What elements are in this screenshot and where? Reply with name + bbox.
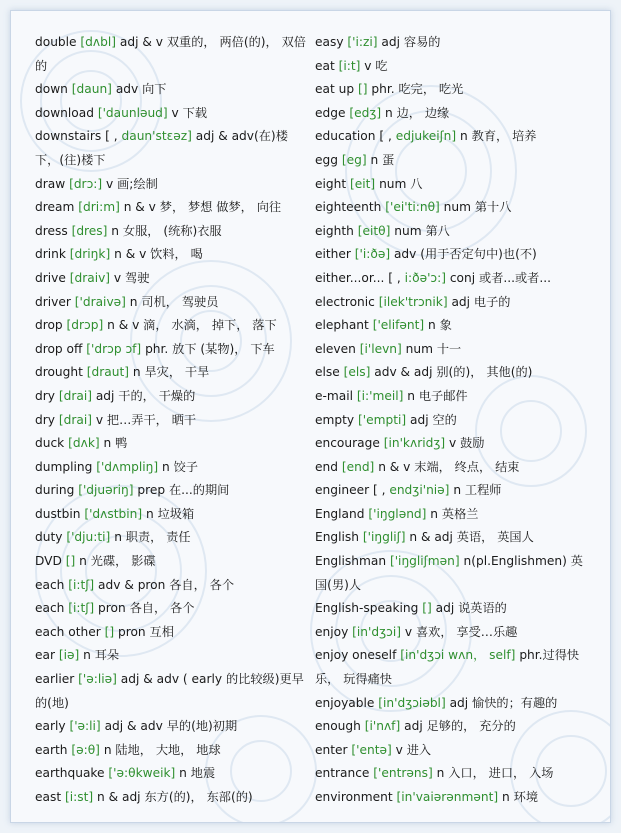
entry-phonetic: [i'nʌf] [364, 719, 401, 734]
entry-word: eleven [315, 341, 356, 356]
entry-word: dress [35, 223, 68, 238]
entry-definition: adj & adv ( early 的比较级)更早的(地) [35, 672, 304, 710]
entry-phonetic: [i'levn] [359, 341, 402, 356]
entry-definition: n(pl.Englishmen) 英国(男)人 [315, 554, 583, 592]
word-entry [315, 125, 591, 149]
entry-word: empty [315, 412, 355, 427]
word-entry [35, 291, 311, 315]
entry-definition: n 边， 边缘 [385, 105, 450, 120]
entry-phonetic: ['ə:li] [69, 719, 101, 734]
right-word-column [315, 31, 591, 810]
entry-phonetic: [dʌbl] [80, 35, 117, 49]
entry-word: download [35, 105, 94, 120]
entry-phonetic: ['ə:θkweik] [108, 766, 176, 781]
entry-definition: n 环境 [502, 790, 539, 804]
entry-word: downstairs [ , [35, 129, 118, 144]
entry-word: dream [35, 200, 75, 215]
entry-word: DVD [35, 554, 62, 569]
entry-phonetic: ['iŋgliʃ] [362, 530, 406, 545]
entry-phonetic: [iə] [58, 648, 80, 663]
word-entry [35, 503, 311, 527]
word-entry [315, 432, 591, 456]
word-entry [35, 243, 311, 267]
word-entry [315, 291, 591, 315]
word-entry [315, 479, 591, 503]
word-entry [35, 78, 311, 102]
entry-phonetic: [edʒ] [349, 105, 382, 120]
entry-word: dry [35, 388, 55, 403]
entry-definition: n 象 [428, 318, 452, 333]
entry-phonetic: ['daunləud] [97, 105, 168, 120]
word-entry [315, 409, 591, 433]
entry-phonetic: [i:tʃ] [68, 601, 95, 616]
entry-phonetic: [in'dʒɔi] [352, 624, 401, 639]
entry-definition: n 工程师 [453, 483, 502, 498]
entry-definition: adj & adv 早的(地)初期 [104, 719, 238, 734]
entry-word: double [35, 35, 77, 49]
entry-word: entrance [315, 766, 370, 781]
entry-word: eighth [315, 223, 354, 238]
entry-definition: adv & adj 别(的)， 其他(的) [374, 365, 533, 380]
entry-definition: v 画;绘制 [106, 176, 158, 191]
word-entry [35, 479, 311, 503]
entry-definition: v 鼓励 [449, 436, 485, 451]
entry-definition: n & v 末端， 终点， 结束 [378, 459, 520, 474]
entry-phonetic: [] [104, 624, 115, 639]
entry-phonetic: ['djuəriŋ] [78, 483, 134, 498]
word-entry [35, 786, 311, 810]
word-entry [35, 550, 311, 574]
entry-word: each [35, 577, 65, 592]
entry-phonetic: ['dju:ti] [66, 530, 111, 545]
entry-word: driver [35, 294, 71, 309]
entry-definition: n 蛋 [370, 152, 395, 167]
word-entry [315, 550, 591, 597]
entry-definition: num 第十八 [443, 200, 512, 215]
word-entry [315, 786, 591, 810]
entry-definition: pron 互相 [118, 624, 174, 639]
entry-word: each other [35, 624, 101, 639]
entry-word: English [315, 530, 360, 545]
entry-word: end [315, 459, 338, 474]
entry-word: drop off [35, 341, 83, 356]
entry-definition: n & v 滴， 水滴， 掉下， 落下 [107, 318, 277, 333]
entry-word: electronic [315, 294, 375, 309]
word-entry [35, 125, 311, 172]
entry-word: enough [315, 719, 361, 734]
entry-phonetic: daun'stɛəz] [121, 129, 192, 144]
word-entry [35, 267, 311, 291]
word-entry [315, 78, 591, 102]
entry-phonetic: [i:tʃ] [68, 577, 95, 592]
entry-word: egg [315, 152, 338, 167]
entry-phonetic: ['ə:liə] [78, 672, 117, 687]
entry-phonetic: [] [65, 554, 76, 569]
word-entry [315, 597, 591, 621]
entry-word: England [315, 506, 365, 521]
entry-phonetic: [drɔ:] [69, 176, 103, 191]
word-entry [315, 267, 591, 291]
entry-word: duty [35, 530, 63, 545]
entry-phonetic: [ə:θ] [71, 742, 100, 757]
entry-definition: adj 空的 [410, 412, 457, 427]
entry-definition: num 八 [379, 176, 423, 191]
entry-phonetic: ['iŋglənd] [368, 506, 427, 521]
entry-word: either...or... [ , [315, 270, 401, 285]
word-entry [315, 644, 591, 691]
word-entry [35, 385, 311, 409]
entry-word: else [315, 365, 340, 380]
entry-word: encourage [315, 436, 380, 451]
entry-definition: n 司机， 驾驶员 [129, 294, 219, 309]
entry-definition: n 入口， 进口， 入场 [436, 766, 554, 781]
entry-definition: adj 电子的 [451, 294, 511, 309]
entry-word: earlier [35, 672, 75, 687]
left-word-column [35, 31, 311, 810]
entry-word: English-speaking [315, 601, 419, 616]
word-entry [35, 102, 311, 126]
word-entry [35, 668, 311, 715]
word-entry [315, 526, 591, 550]
entry-word: drink [35, 247, 66, 262]
word-entry [35, 338, 311, 362]
word-entry [315, 621, 591, 645]
entry-definition: n & adj 英语， 英国人 [409, 530, 534, 545]
entry-word: duck [35, 436, 65, 451]
word-entry [35, 526, 311, 550]
word-entry [315, 102, 591, 126]
entry-word: easy [315, 35, 344, 49]
word-entry [315, 220, 591, 244]
entry-definition: adv (用于否定句中)也(不) [393, 247, 537, 262]
entry-phonetic: ['entə] [351, 742, 392, 757]
entry-phonetic: [drai] [58, 412, 92, 427]
entry-definition: v 进入 [395, 742, 432, 757]
word-entry [35, 314, 311, 338]
entry-definition: n 旱灾， 干旱 [132, 365, 210, 380]
entry-definition: adj & adv(在)楼下，(往)楼下 [35, 129, 288, 167]
word-entry [315, 762, 591, 786]
entry-definition: v 驾驶 [113, 270, 150, 285]
word-entry [315, 196, 591, 220]
word-entry [315, 503, 591, 527]
entry-word: earthquake [35, 766, 105, 781]
entry-definition: pron 各自， 各个 [98, 601, 195, 616]
entry-phonetic: ['i:zi] [347, 35, 378, 49]
entry-phonetic: i:ðə'ɔ:] [404, 270, 446, 285]
entry-word: edge [315, 105, 346, 120]
entry-phonetic: [drɔp] [66, 318, 104, 333]
word-entry [315, 361, 591, 385]
entry-definition: adj & v 双重的， 两倍(的)， 双倍的 [35, 35, 306, 73]
entry-definition: n 女服， (统称)衣服 [111, 223, 222, 238]
word-entry [315, 338, 591, 362]
entry-word: eat up [315, 82, 355, 97]
entry-definition: n 职责， 责任 [114, 530, 191, 545]
entry-phonetic: [] [357, 82, 368, 97]
entry-phonetic: ['dʌstbin] [84, 506, 143, 521]
entry-phonetic: ['entrəns] [373, 766, 433, 781]
entry-definition: n 教育， 培养 [460, 129, 537, 144]
entry-phonetic: ['dʌmpliŋ] [96, 459, 159, 474]
entry-word: eat [315, 58, 335, 73]
entry-phonetic: [dri:m] [78, 200, 120, 215]
entry-word: either [315, 247, 351, 262]
entry-definition: adj 愉快的；有趣的 [449, 695, 558, 710]
vocabulary-page [10, 10, 611, 823]
entry-phonetic: [in'kʌridʒ] [383, 436, 446, 451]
entry-phonetic: [i:t] [338, 58, 361, 73]
entry-definition: n 鸭 [103, 436, 128, 451]
entry-definition: adv & pron 各自， 各个 [98, 577, 235, 592]
word-entry [315, 314, 591, 338]
word-entry [315, 55, 591, 79]
entry-definition: n 地震 [179, 766, 216, 781]
entry-definition: prep 在...的期间 [137, 483, 230, 498]
entry-definition: n 耳朵 [83, 648, 120, 663]
entry-word: eight [315, 176, 347, 191]
entry-phonetic: [in'dʒɔiəbl] [378, 695, 446, 710]
entry-word: during [35, 483, 75, 498]
entry-phonetic: ['i:ðə] [354, 247, 391, 262]
entry-phonetic: [i:st] [64, 790, 94, 804]
entry-word: ear [35, 648, 55, 663]
word-entry [35, 715, 311, 739]
entry-definition: phr. 放下 (某物)， 下车 [145, 341, 275, 356]
entry-phonetic: ['empti] [357, 412, 407, 427]
entry-phonetic: ['elifənt] [372, 318, 425, 333]
word-entry [35, 361, 311, 385]
entry-definition: n 饺子 [161, 459, 198, 474]
word-entry [35, 597, 311, 621]
entry-definition: v 下载 [171, 105, 208, 120]
entry-word: early [35, 719, 66, 734]
entry-definition: n & adj 东方(的)， 东部(的) [97, 790, 253, 804]
entry-phonetic: ['iŋgliʃmən] [389, 554, 460, 569]
entry-phonetic: [] [422, 601, 432, 616]
word-entry [35, 621, 311, 645]
entry-definition: n 光碟， 影碟 [79, 554, 156, 569]
entry-phonetic: [daun] [71, 82, 112, 97]
entry-word: environment [315, 790, 393, 804]
entry-phonetic: ['drɔp ɔf] [86, 341, 142, 356]
entry-phonetic: [els] [343, 365, 371, 380]
entry-word: dry [35, 412, 55, 427]
word-entry [35, 31, 311, 78]
entry-phonetic: [eitθ] [357, 223, 391, 238]
entry-definition: conj 或者...或者... [449, 270, 551, 285]
entry-phonetic: ['ei'ti:nθ] [385, 200, 440, 215]
word-entry [35, 173, 311, 197]
entry-definition: phr. 吃完， 吃光 [371, 82, 464, 97]
word-entry [315, 149, 591, 173]
entry-definition: n 英格兰 [430, 506, 479, 521]
entry-word: drive [35, 270, 66, 285]
entry-word: drought [35, 365, 83, 380]
word-entry [35, 574, 311, 598]
entry-phonetic: [dres] [71, 223, 108, 238]
entry-word: e-mail [315, 388, 354, 403]
entry-word: Englishman [315, 554, 387, 569]
entry-word: enjoy [315, 624, 349, 639]
entry-definition: n 电子邮件 [407, 388, 468, 403]
entry-word: each [35, 601, 65, 616]
entry-phonetic: [eg] [341, 152, 367, 167]
entry-definition: phr.过得快乐， 玩得痛快 [315, 648, 580, 687]
entry-definition: v 喜欢， 享受…乐趣 [404, 624, 518, 639]
entry-definition: num 第八 [394, 223, 450, 238]
word-entry [315, 715, 591, 739]
word-entry [35, 762, 311, 786]
entry-definition: adj 足够的， 充分的 [404, 719, 516, 734]
entry-definition: n 陆地， 大地， 地球 [103, 742, 221, 757]
entry-word: dustbin [35, 506, 81, 521]
entry-phonetic: endʒi'niə] [389, 483, 450, 498]
word-entry [35, 196, 311, 220]
entry-definition: adv 向下 [115, 82, 167, 97]
entry-phonetic: [in'dʒɔi wʌn， self] [400, 648, 516, 663]
word-entry [315, 456, 591, 480]
entry-phonetic: [i:'meil] [356, 388, 404, 403]
word-entry [315, 31, 591, 55]
word-entry [35, 220, 311, 244]
entry-phonetic: [ilek'trɔnik] [378, 294, 448, 309]
entry-phonetic: [dʌk] [68, 436, 100, 451]
word-entry [315, 173, 591, 197]
word-entry [35, 432, 311, 456]
entry-word: enter [315, 742, 348, 757]
word-entry [35, 644, 311, 668]
entry-word: earth [35, 742, 68, 757]
entry-phonetic: [end] [341, 459, 375, 474]
entry-definition: adj 干的， 干燥的 [95, 388, 196, 403]
word-entry [315, 385, 591, 409]
entry-phonetic: [driŋk] [69, 247, 111, 262]
word-entry [315, 243, 591, 267]
entry-phonetic: edjukeiʃn] [395, 129, 457, 144]
entry-definition: num 十一 [405, 341, 462, 356]
entry-phonetic: [in'vaiərənmənt] [396, 790, 499, 804]
entry-phonetic: [eit] [350, 176, 376, 191]
word-entry [35, 739, 311, 763]
entry-definition: n 垃圾箱 [145, 506, 195, 521]
entry-definition: v 吃 [364, 58, 388, 73]
entry-word: east [35, 790, 62, 804]
entry-word: enjoyable [315, 695, 375, 710]
entry-definition: adj 容易的 [381, 35, 441, 49]
entry-phonetic: [draiv] [69, 270, 111, 285]
word-entry [35, 409, 311, 433]
entry-word: education [ , [315, 129, 392, 144]
entry-word: enjoy oneself [315, 648, 397, 663]
entry-word: eighteenth [315, 200, 382, 215]
entry-definition: n & v 梦， 梦想 做梦， 向往 [123, 200, 282, 215]
entry-word: draw [35, 176, 66, 191]
word-entry [315, 739, 591, 763]
entry-word: engineer [ , [315, 483, 386, 498]
entry-phonetic: ['draivə] [74, 294, 126, 309]
entry-word: elephant [315, 318, 369, 333]
word-entry [315, 692, 591, 716]
entry-phonetic: [draut] [86, 365, 130, 380]
entry-definition: v 把…弄干， 晒干 [95, 412, 197, 427]
entry-phonetic: [drai] [58, 388, 92, 403]
entry-word: dumpling [35, 459, 93, 474]
entry-word: drop [35, 318, 63, 333]
entry-definition: n & v 饮料， 喝 [114, 247, 203, 262]
entry-definition: adj 说英语的 [435, 601, 507, 616]
word-entry [35, 456, 311, 480]
entry-word: down [35, 82, 68, 97]
